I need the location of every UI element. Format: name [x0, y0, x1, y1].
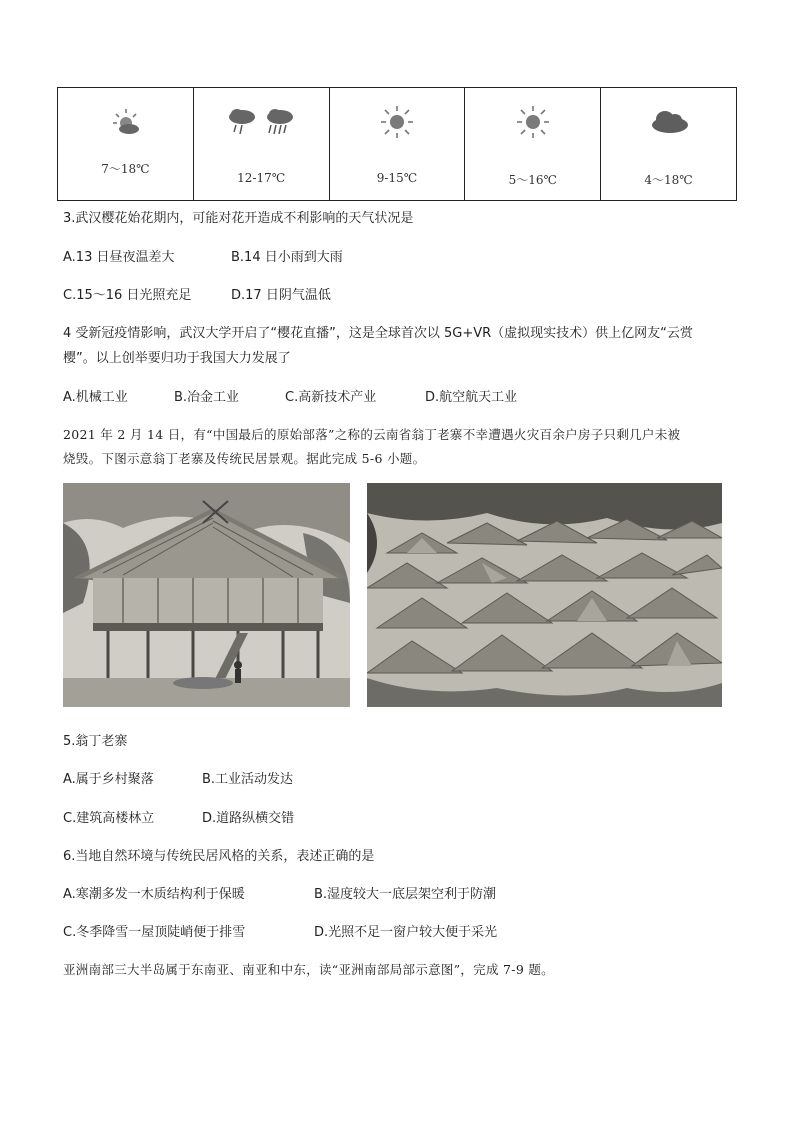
rain-icon [194, 102, 329, 142]
option-3c[interactable]: C.15～16 日光照充足 [63, 288, 192, 303]
question-4-stem-line2: 樱”。以上创举要归功于我国大力发展了 [63, 351, 291, 366]
question-3-options-row2 [63, 284, 331, 303]
option-6b[interactable]: B.湿度较大一底层架空利于防潮 [314, 887, 497, 902]
question-4-stem-line1: 4 受新冠疫情影响，武汉大学开启了“樱花直播”，这是全球首次以 5G+VR（虚拟现实技术）供上亿网友“云赏 [63, 326, 693, 341]
option-4c[interactable]: C.高新技术产业 [285, 390, 377, 405]
option-5c[interactable]: C.建筑高楼林立 [63, 811, 155, 826]
weather-temp-1: 7～18℃ [101, 162, 150, 176]
weather-cell-5 [601, 88, 736, 200]
weather-table [57, 87, 737, 201]
sun-icon [465, 102, 600, 142]
cloud-icon [601, 102, 736, 142]
intro-5-6-line2: 烧毁。下图示意翁丁老寨及传统民居景观。据此完成 5-6 小题。 [63, 451, 426, 466]
weather-temp-4: 5～16℃ [508, 173, 557, 187]
question-6-options-row1 [63, 883, 496, 902]
question-5-options-row2 [63, 807, 294, 826]
village-roofs-photo [367, 483, 722, 707]
weather-cell-2 [194, 88, 330, 200]
question-6-options-row2 [63, 921, 497, 940]
weather-cell-4 [465, 88, 601, 200]
question-6-stem: 6.当地自然环境与传统民居风格的关系，表述正确的是 [63, 849, 375, 864]
option-5d[interactable]: D.道路纵横交错 [202, 811, 295, 826]
weather-temp-2: 12-17℃ [237, 171, 286, 185]
option-6a[interactable]: A.寒潮多发一木质结构利于保暖 [63, 887, 245, 902]
weather-temp-3: 9-15℃ [376, 171, 418, 185]
option-4d[interactable]: D.航空航天工业 [425, 390, 518, 405]
stilt-house-photo [63, 483, 350, 707]
question-5-stem: 5.翁丁老寨 [63, 734, 128, 749]
option-4a[interactable]: A.机械工业 [63, 390, 128, 405]
question-4-options [63, 386, 517, 405]
option-3b[interactable]: B.14 日小雨到大雨 [231, 250, 343, 265]
sun-icon [330, 102, 465, 142]
question-5-options-row1 [63, 768, 293, 787]
option-4b[interactable]: B.冶金工业 [174, 390, 240, 405]
intro-7-9-line1: 亚洲南部三大半岛属于东南亚、南亚和中东，读“亚洲南部局部示意图”，完成 7-9 题。 [63, 962, 554, 977]
weather-cell-3 [330, 88, 466, 200]
weather-temp-5: 4～18℃ [644, 173, 693, 187]
option-6d[interactable]: D.光照不足一窗户较大便于采光 [314, 925, 498, 940]
question-3-stem: 3.武汉樱花始花期内，可能对花开造成不利影响的天气状况是 [63, 211, 414, 226]
option-3a[interactable]: A.13 日昼夜温差大 [63, 250, 175, 265]
option-3d[interactable]: D.17 日阴气温低 [231, 288, 331, 303]
option-6c[interactable]: C.冬季降雪一屋顶陡峭便于排雪 [63, 925, 246, 940]
question-3-options-row1 [63, 246, 343, 265]
option-5b[interactable]: B.工业活动发达 [202, 772, 294, 787]
sun-cloud-icon [58, 102, 193, 142]
weather-cell-1 [58, 88, 194, 200]
option-5a[interactable]: A.属于乡村聚落 [63, 772, 154, 787]
intro-5-6-line1: 2021 年 2 月 14 日，有“中国最后的原始部落”之称的云南省翁丁老寨不幸遭遇火灾百余户房子只剩几户未被 [63, 427, 681, 442]
